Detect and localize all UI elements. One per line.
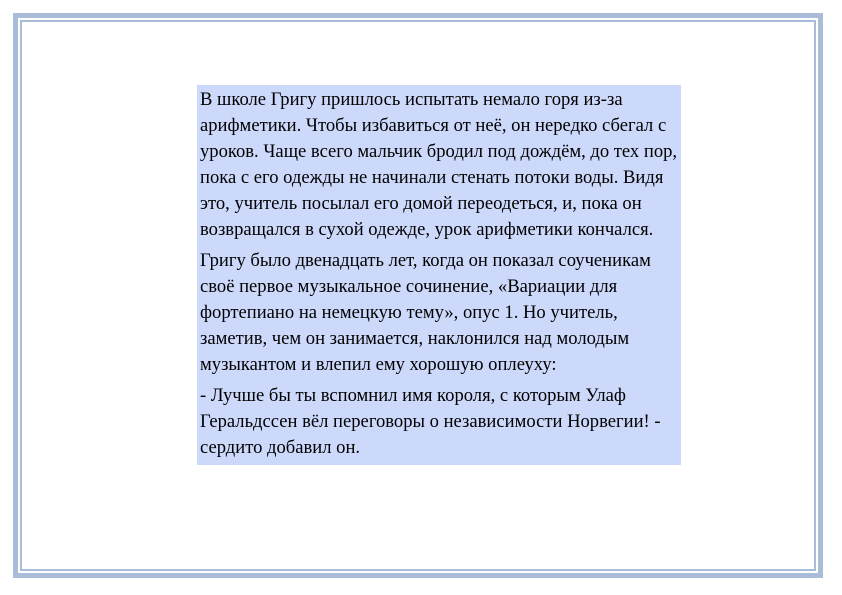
paragraph-2: Григу было двенадцать лет, когда он показал соученикам своё первое музыкальное сочинение, «Вариации для фортепиано на немецкую тему», опус 1. Но учитель, заметив, чем он занимается, наклонился над молодым музыкантом и влепил ему хорошую оплеуху: <box>200 250 651 375</box>
paragraph-3: - Лучше бы ты вспомнил имя короля, с которым Улаф Геральдссен вёл переговоры о независимости Норвегии! - сердито добавил он. <box>200 385 661 458</box>
paragraph-1: В школе Григу пришлось испытать немало горя из-за арифметики. Чтобы избавиться от неё, он нередко сбегал с уроков. Чаще всего мальчик бродил под дождём, до тех пор, пока с его одежды не начинали стенать потоки воды. Видя это, учитель посылал его домой переодеться, и, пока он возвращался в сухой одежде, урок арифметики кончался. <box>200 89 678 240</box>
text-block <box>197 85 681 465</box>
